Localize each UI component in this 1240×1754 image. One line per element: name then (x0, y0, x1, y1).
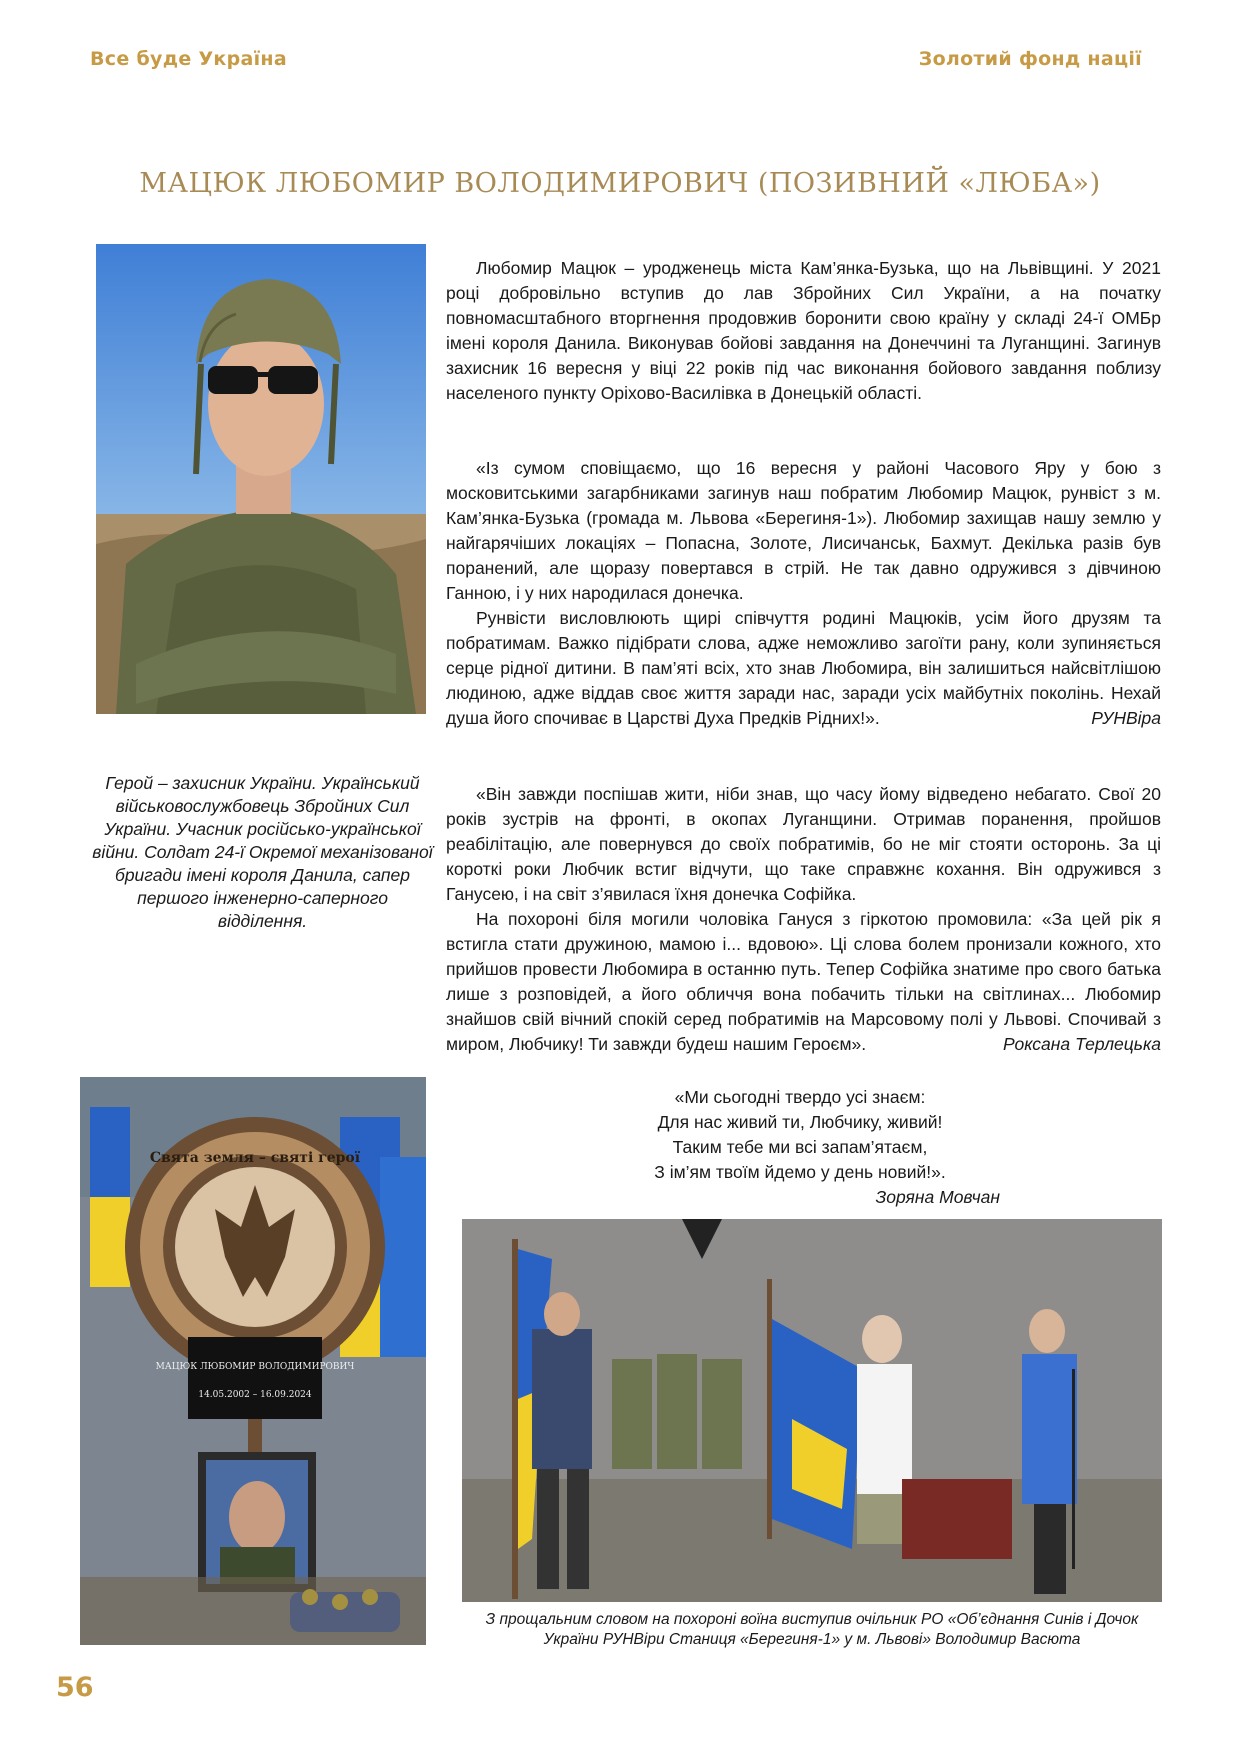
poem-author: Зоряна Мовчан (875, 1187, 1000, 1207)
poem (600, 1085, 1000, 1210)
wreath-text: Свята земля – святі герої (149, 1150, 361, 1166)
intro-paragraph: Любомир Мацюк – уродженець міста Кам’янка-Бузька, що на Львівщині. У 2021 році добровільно вступив до лав Збройних Сил України, а на початку повномасштабного вторгнення продовжив боронити свою країну у складі 24-ї ОМБр імені короля Данила. Виконував бойові завдання на Донеччині та Луганщині. Загинув захисник 16 вересня у віці 22 років під час виконання бойового завдання поблизу населеного пункту Оріхово-Василівка в Донецькій області. (446, 258, 1161, 403)
quote-block-2 (446, 782, 1161, 1057)
plaque-name: МАЦЮК ЛЮБОМИР ВОЛОДИМИРОВИЧ (155, 1362, 355, 1372)
page-title: МАЦЮК ЛЮБОМИР ВОЛОДИМИРОВИЧ (ПОЗИВНИЙ «ЛЮБА») (139, 168, 1101, 199)
quote1-signature: РУНВіра (1091, 708, 1161, 728)
running-header-right: Золотий фонд нації (918, 48, 1142, 70)
quote-block-1 (446, 456, 1161, 731)
portrait-photo (96, 244, 426, 714)
quote2-signature: Роксана Терлецька (1003, 1034, 1161, 1054)
page-number: 56 (56, 1672, 94, 1703)
poem-line: Для нас живий ти, Любчику, живий! (657, 1112, 943, 1132)
poem-line: «Ми сьогодні твердо усі знаєм: (674, 1087, 926, 1107)
running-header-left: Все буде Україна (90, 48, 287, 70)
poem-line: З ім’ям твоїм йдемо у день новий!». (654, 1162, 946, 1182)
intro-text (446, 256, 1161, 406)
quote1-paragraph-2: Рунвісти висловлюють щирі співчуття родині Мацюків, усім його друзям та побратимам. Важко підібрати слова, адже неможливо загоїти рану, коли зупиняється серце рідної дитини. В пам’яті всіх, хто знав Любомира, він залишиться найсвітлішою людиною, адже віддав своє життя заради нас, заради усіх майбутніх поколінь. Нехай душа його спочиває в Царстві Духа Предків Рідних!». (446, 608, 1161, 728)
grave-photo (80, 1077, 426, 1645)
quote2-paragraph-2: На похороні біля могили чоловіка Гануся з гіркотою промовила: «За цей рік я встигла стати дружиною, мамою і... вдовою». Ці слова болем пронизали кожного, хто прийшов провести Любомира в останню путь. Тепер Софійка знатиме про свого батька лише з розповідей, а його обличчя вона побачить тільки на світлинах... Любомир знайшов свій вічний спокій серед побратимів на Марсовому полі у Львові. Спочивай з миром, Любчику! Ти завжди будеш нашим Героєм». (446, 909, 1161, 1054)
ceremony-caption: З прощальним словом на похороні воїна виступив очільник РО «Об’єднання Синів і Дочок України РУНВіри Станиця «Берегиня-1» у м. Львові» Володимир Васюта (485, 1611, 1139, 1648)
quote1-paragraph-1: «Із сумом сповіщаємо, що 16 вересня у районі Часового Яру у бою з московитськими загарбниками загинув наш побратим Любомир Мацюк, рунвіст з м. Кам’янка-Бузька (громада м. Львова «Берегиня-1»). Любомир захищав нашу землю у найгарячіших локаціях – Попасна, Золоте, Лисичанськ, Бахмут. Декілька разів був поранений, але щоразу повертався в стрій. Не так давно одружився з дівчиною Ганною, і у них народилася донечка. (446, 458, 1161, 603)
ceremony-photo (462, 1219, 1162, 1602)
quote2-paragraph-1: «Він завжди поспішав жити, ніби знав, що часу йому відведено небагато. Свої 20 років зустрів на фронті, в окопах Луганщини. Отримав поранення, пройшов реабілітацію, але повернувся до своїх побратимів, бо не міг стояти осторонь. За ці короткі роки Любчик встиг відчути, що таке справжнє кохання. Він одружився з Ганусею, і на світ з’явилася їхня донечка Софійка. (446, 784, 1161, 904)
plaque-dates: 14.05.2002 – 16.09.2024 (198, 1390, 312, 1400)
poem-line: Таким тебе ми всі запам’ятаєм, (672, 1137, 928, 1157)
portrait-caption: Герой – захисник України. Український військовослужбовець Збройних Сил України. Учасник російсько-української війни. Солдат 24-ї Окремої механізованої бригади імені короля Данила, сапер першого інженерно-саперного відділення. (92, 773, 433, 931)
